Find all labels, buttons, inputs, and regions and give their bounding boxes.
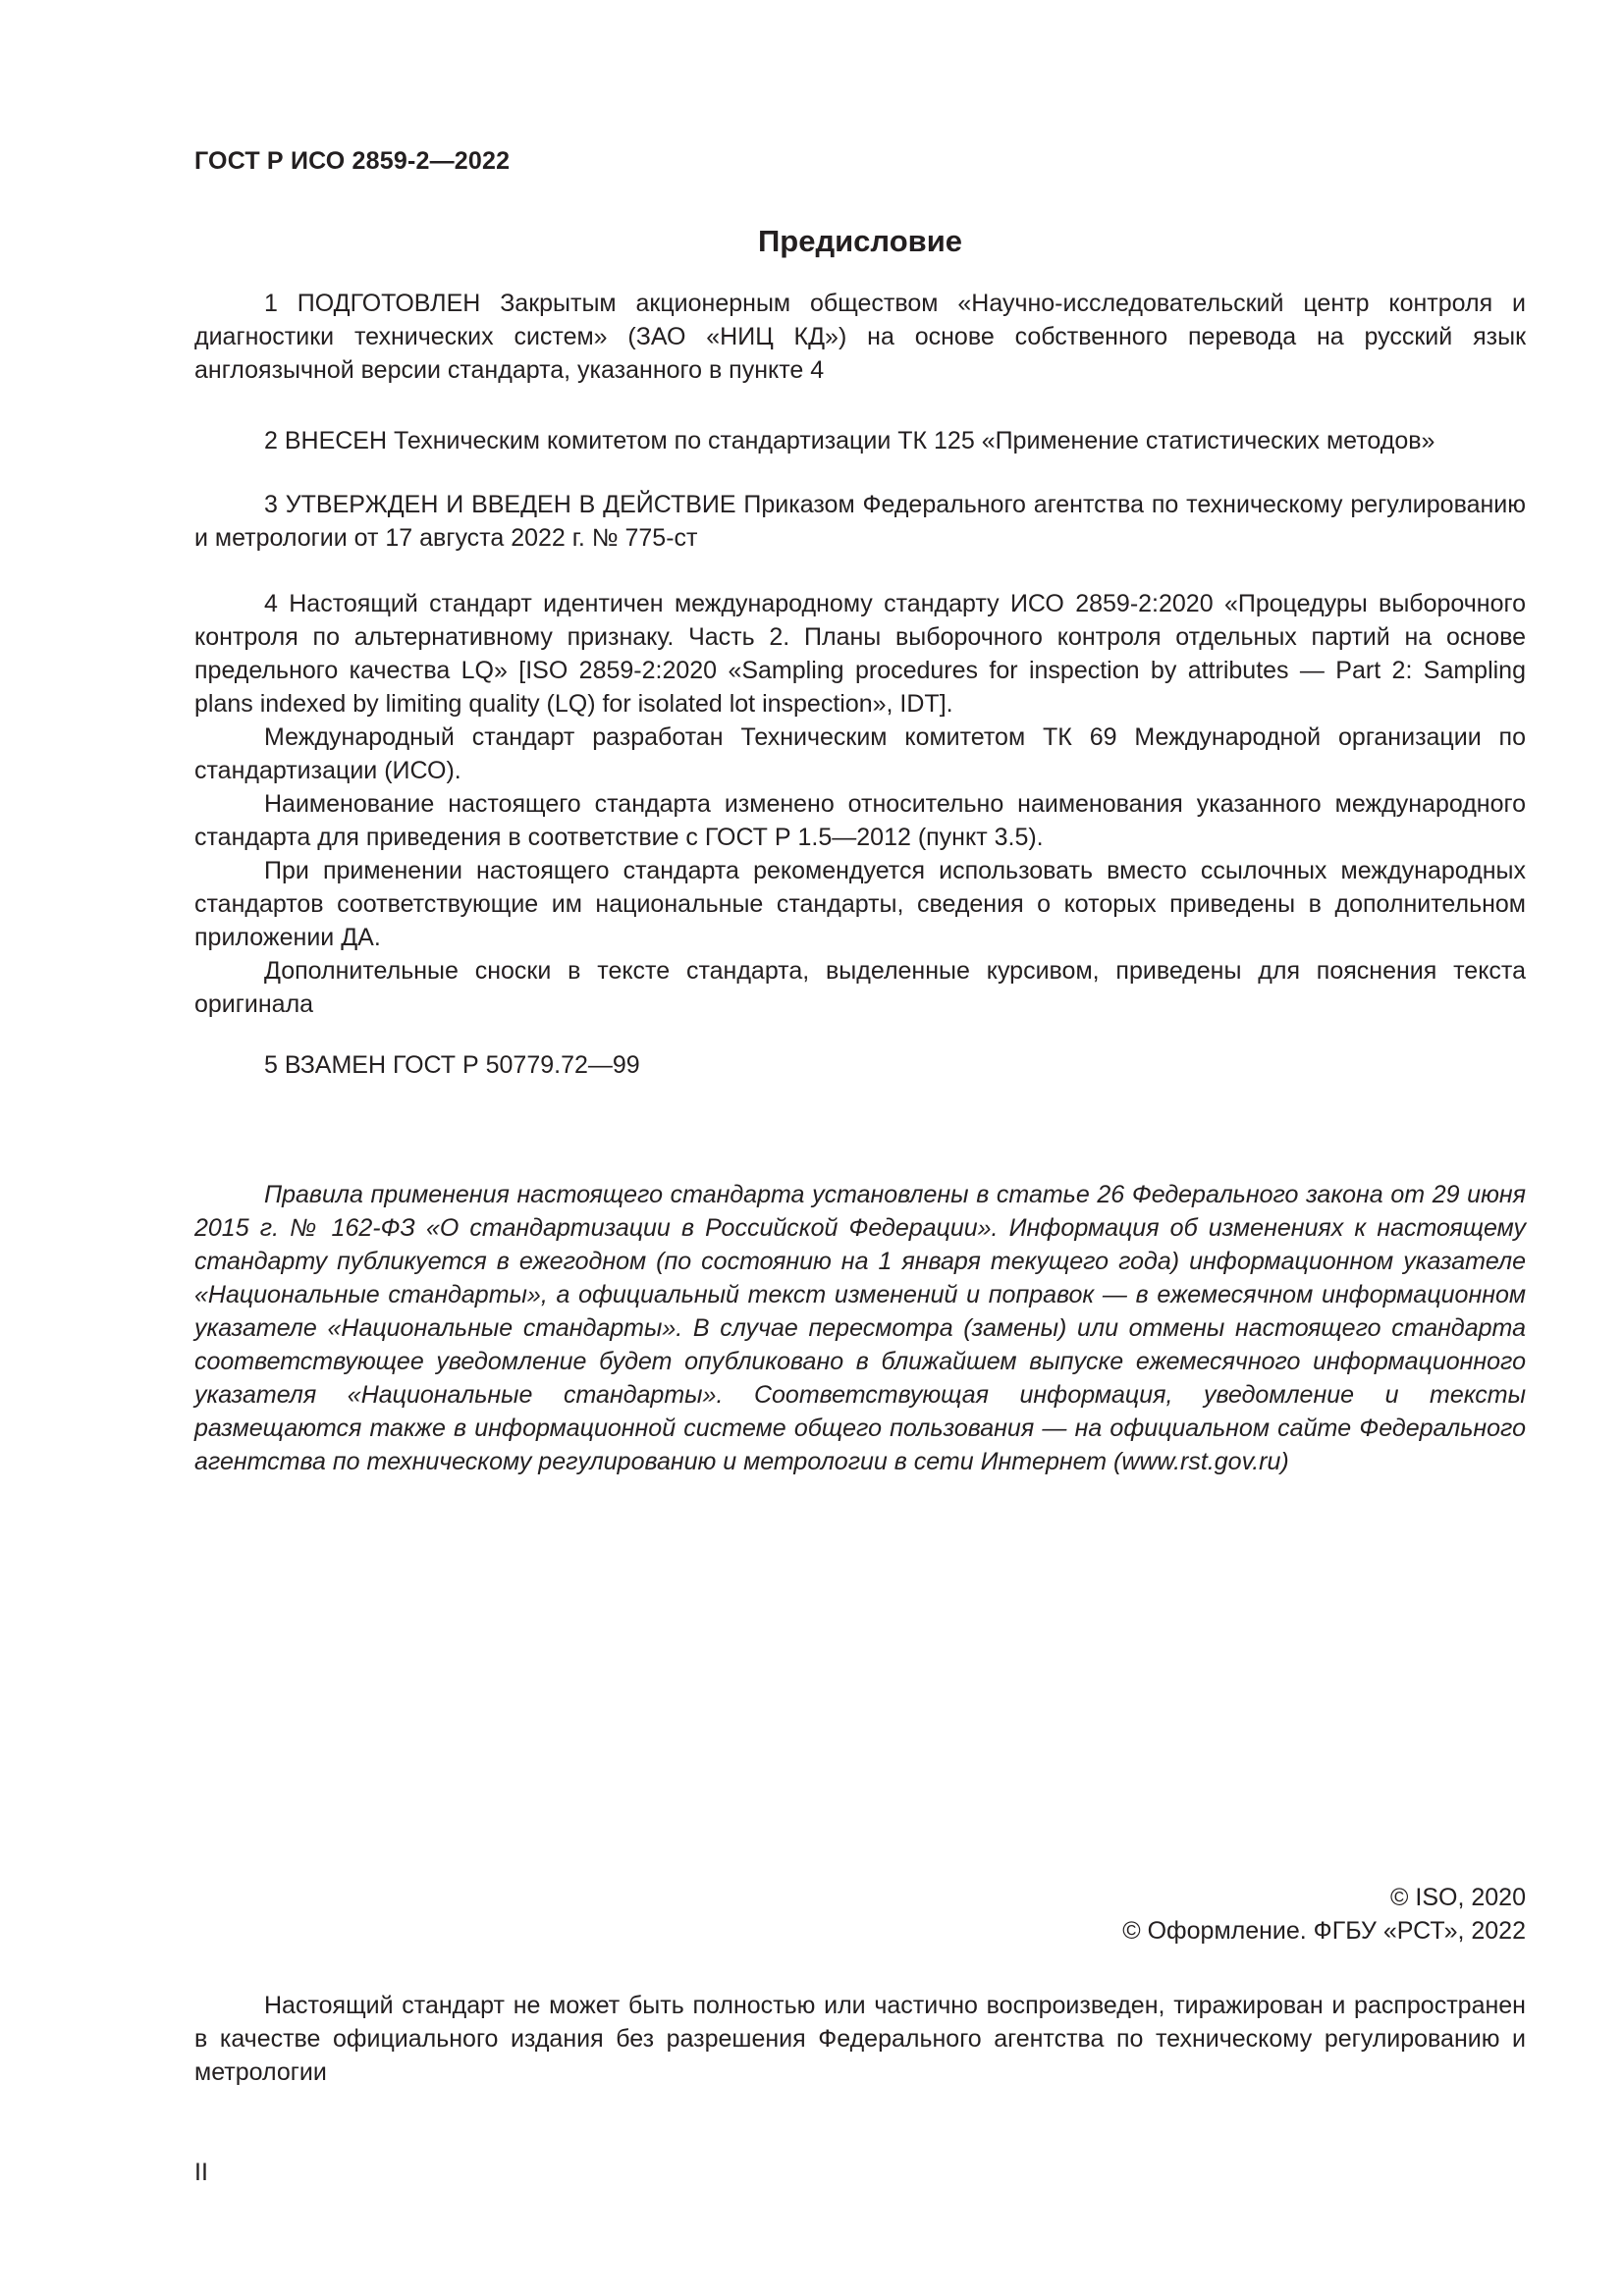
document-page [194, 0, 1526, 2296]
section-4-paragraph-2: Международный стандарт разработан Техническим комитетом ТК 69 Международной организации по стандартизации (ИСО). [194, 723, 1526, 784]
page-title: Предисловие [757, 224, 962, 258]
rules-notice-text: Правила применения настоящего стандарта установлены в статье 26 Федерального закона от 29 июня 2015 г. № 162-ФЗ «О стандартизации в Российской Федерации». Информация об изменениях к настоящему стандарту публикуется в ежегодном (по состоянию на 1 января текущего года) информационном указателе «Национальные стандарты», а официальный текст изменений и поправок — в ежемесячном информационном указателе «Национальные стандарты». В случае пересмотра (замены) или отмены настоящего стандарта соответствующее уведомление будет опубликовано в ближайшем выпуске ежемесячного информационного указателя «Национальные стандарты». Соответствующая информация, уведомление и тексты размещаются также в информационной системе общего пользования — на официальном сайте Федерального агентства по техническому регулированию и метрологии в сети Интернет (www.rst.gov.ru) [194, 1181, 1526, 1475]
reproduction-notice [194, 1989, 1526, 2089]
section-4-paragraph-5: Дополнительные сноски в тексте стандарта, выделенные курсивом, приведены для пояснения текста оригинала [194, 957, 1526, 1018]
section-4-paragraph-3: Наименование настоящего стандарта изменено относительно наименования указанного международного стандарта для приведения в соответствие с ГОСТ Р 1.5—2012 (пункт 3.5). [194, 790, 1526, 851]
section-4-paragraph-4: При применении настоящего стандарта рекомендуется использовать вместо ссылочных международных стандартов соответствующие им национальные стандарты, сведения о которых приведены в дополнительном приложении ДА. [194, 857, 1526, 951]
section-5 [194, 1048, 1526, 1082]
copyright-iso: © ISO, 2020 [1390, 1884, 1526, 1911]
page-number: II [194, 2159, 208, 2186]
rules-notice [194, 1178, 1526, 1478]
section-3 [194, 488, 1526, 555]
document-code-header: ГОСТ Р ИСО 2859-2—2022 [194, 147, 511, 175]
reproduction-notice-text: Настоящий стандарт не может быть полностью или частично воспроизведен, тиражирован и распространен в качестве официального издания без разрешения Федерального агентства по техническому регулированию и метрологии [194, 1992, 1526, 2086]
section-4 [194, 587, 1526, 1021]
section-4-paragraph-1: 4 Настоящий стандарт идентичен международному стандарту ИСО 2859-2:2020 «Процедуры выборочного контроля по альтернативному признаку. Часть 2. Планы выборочного контроля отдельных партий на основе предельного качества LQ» [ISO 2859-2:2020 «Sampling procedures for inspection by attributes — Part 2: Sampling plans indexed by limiting quality (LQ) for isolated lot inspection», IDT]. [194, 590, 1526, 718]
copyright-design: © Оформление. ФГБУ «РСТ», 2022 [1122, 1917, 1526, 1945]
section-1 [194, 287, 1526, 387]
section-3-text: 3 УТВЕРЖДЕН И ВВЕДЕН В ДЕЙСТВИЕ Приказом Федерального агентства по техническому регулированию и метрологии от 17 августа 2022 г. № 775-ст [194, 491, 1526, 552]
section-2 [194, 424, 1526, 457]
section-5-text: 5 ВЗАМЕН ГОСТ Р 50779.72—99 [264, 1051, 640, 1079]
section-1-text: 1 ПОДГОТОВЛЕН Закрытым акционерным обществом «Научно-исследовательский центр контроля и диагностики технических систем» (ЗАО «НИЦ КД») на основе собственного перевода на русский язык англоязычной версии стандарта, указанного в пункте 4 [194, 290, 1526, 384]
section-2-text: 2 ВНЕСЕН Техническим комитетом по стандартизации ТК 125 «Применение статистических методов» [264, 427, 1435, 454]
copyright-block [1122, 1881, 1526, 1948]
